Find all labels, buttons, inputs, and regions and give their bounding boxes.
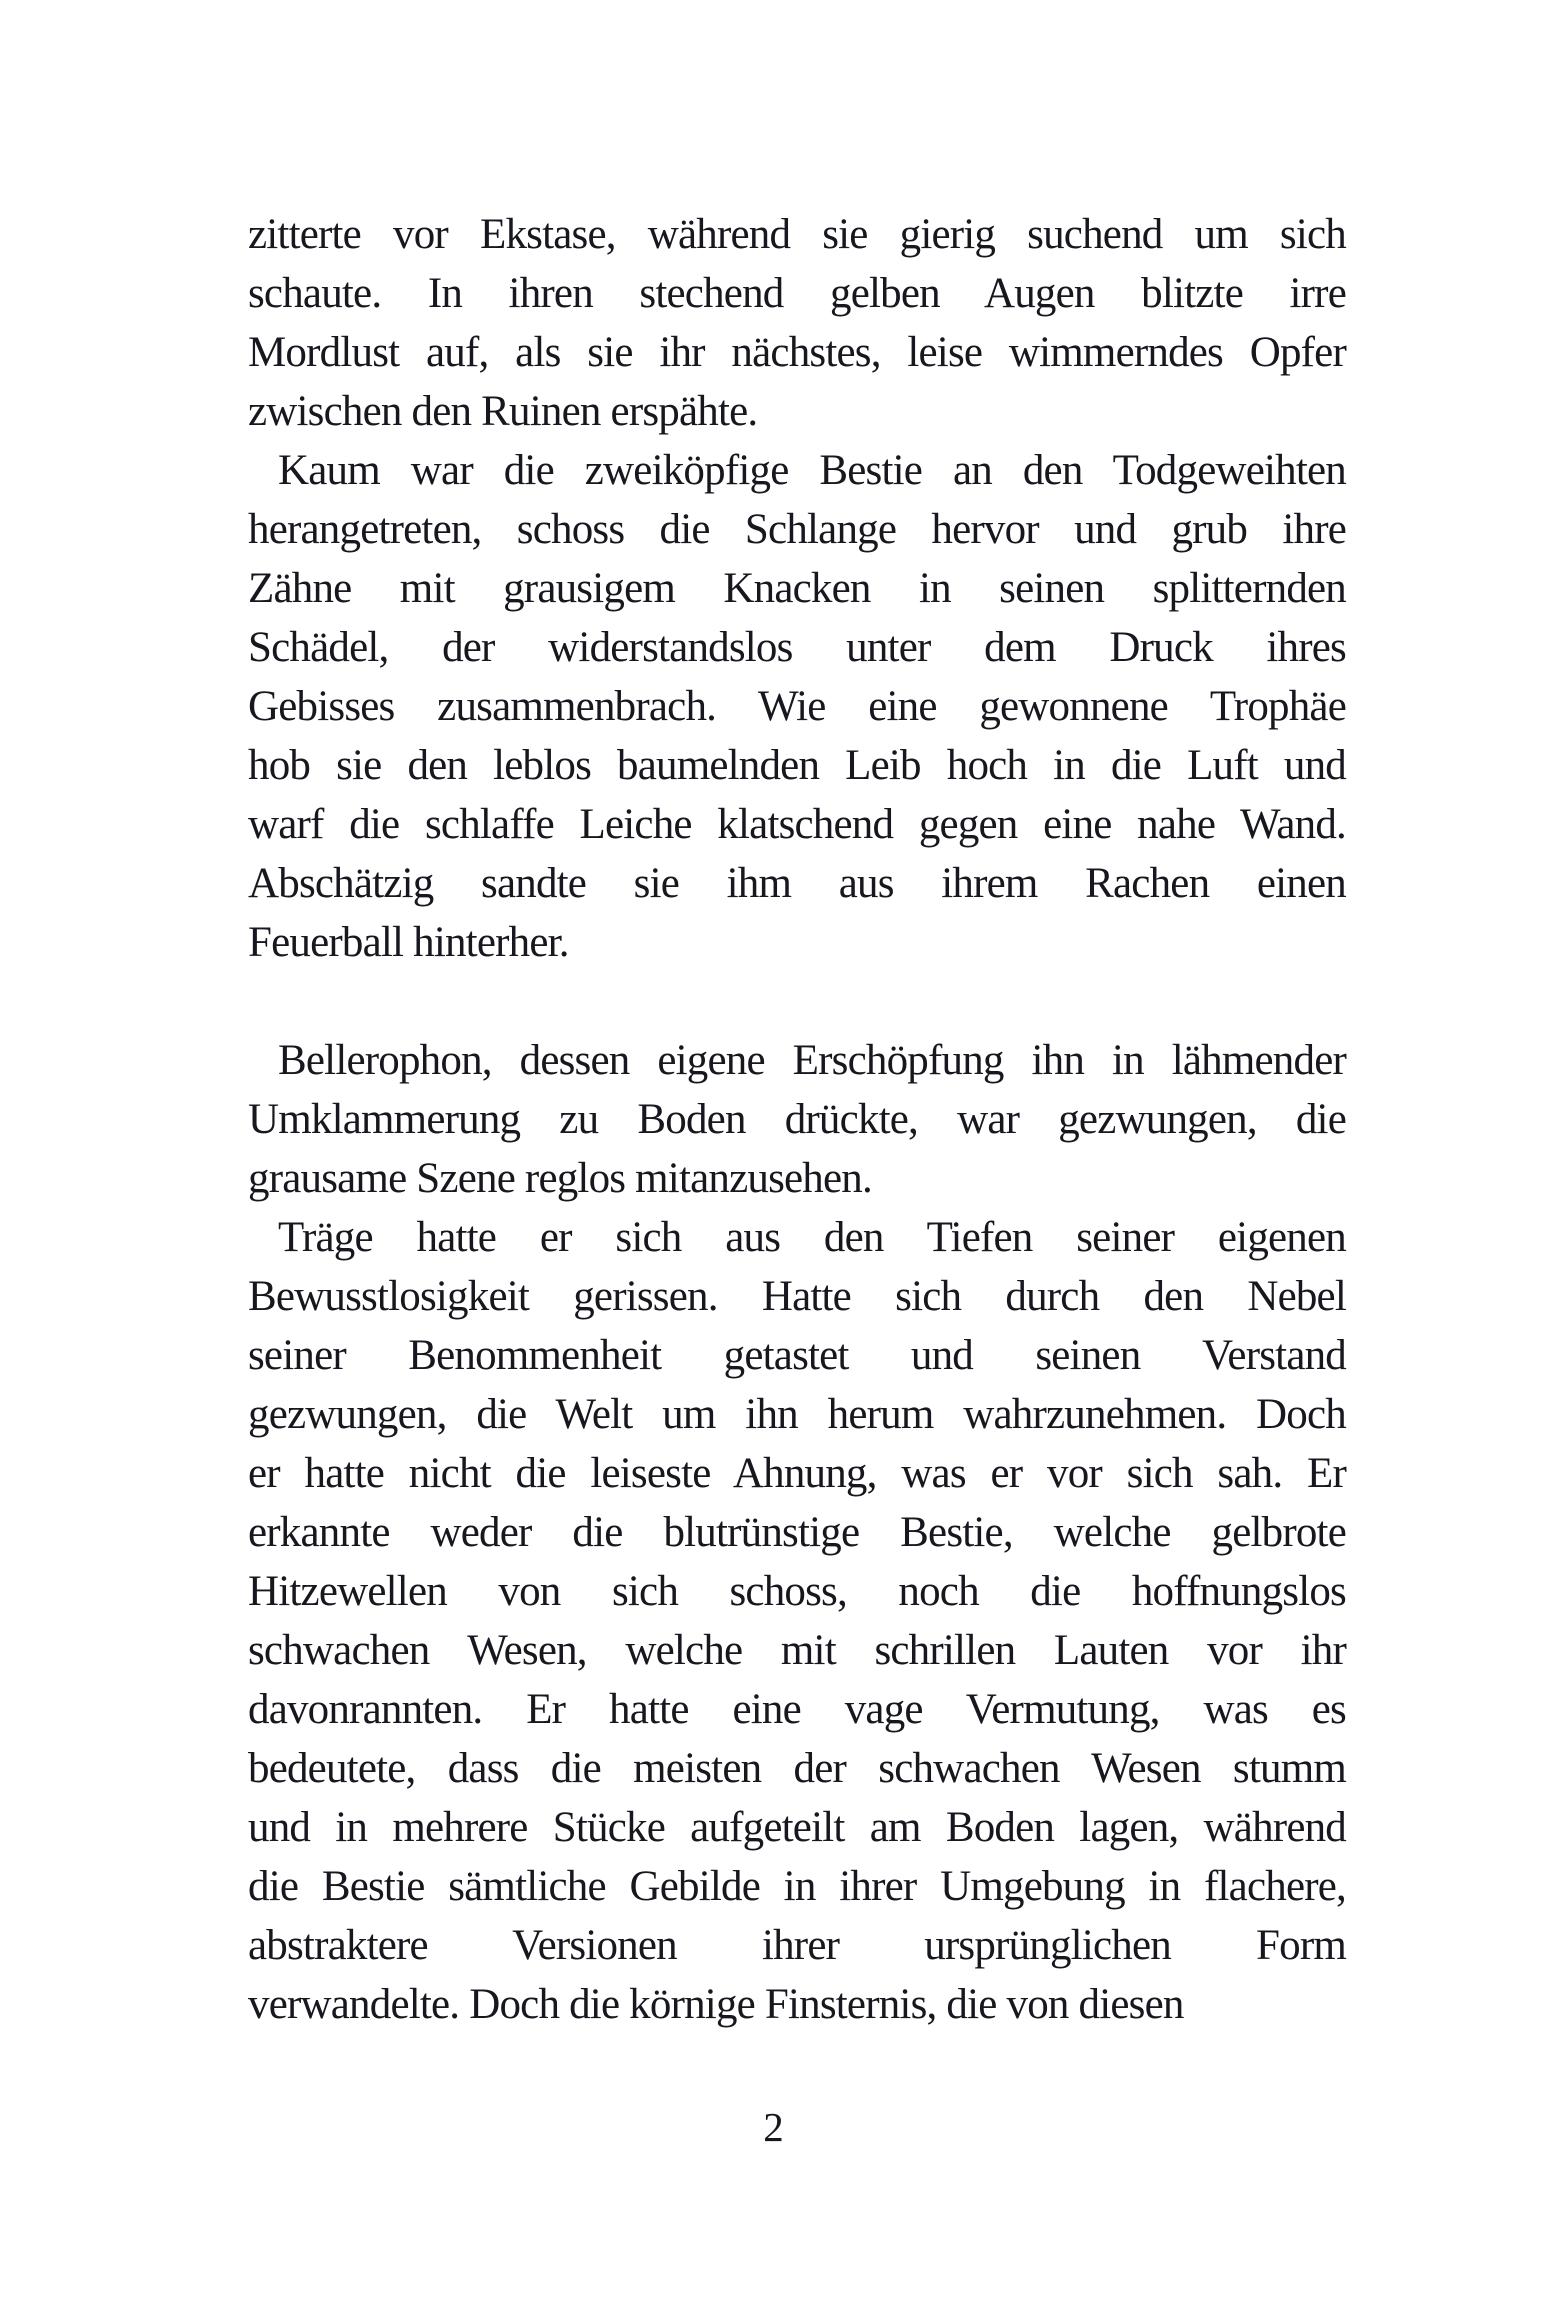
text-line: Mordlust auf, als sie ihr nächstes, leise wimmerndes Opfer [248,329,1346,376]
body-text [248,205,1346,2034]
text-line: erkannte weder die blutrünstige Bestie, welche gelbrote [248,1509,1346,1556]
text-line: Bewusstlosigkeit gerissen. Hatte sich durch den Nebel [248,1273,1346,1320]
text-line: Abschätzig sandte sie ihm aus ihrem Rachen einen [248,860,1346,907]
text-line: die Bestie sämtliche Gebilde in ihrer Umgebung in flachere, [248,1863,1346,1910]
paragraph [248,441,1346,972]
text-line: verwandelte. Doch die körnige Finsternis, die von diesen [248,1981,1184,2028]
text-line: und in mehrere Stücke aufgeteilt am Boden lagen, während [248,1804,1346,1851]
text-line: Umklammerung zu Boden drückte, war gezwungen, die [248,1096,1346,1143]
text-line: zwischen den Ruinen erspähte. [248,388,758,435]
text-line: Kaum war die zweiköpfige Bestie an den Todgeweihten [278,447,1346,494]
text-line: hob sie den leblos baumelnden Leib hoch in die Luft und [248,742,1346,789]
text-line: Bellerophon, dessen eigene Erschöpfung ihn in lähmender [278,1037,1346,1084]
text-line: schaute. In ihren stechend gelben Augen blitzte irre [248,270,1346,317]
text-line: Hitzewellen von sich schoss, noch die hoffnungslos [248,1568,1346,1615]
text-line: er hatte nicht die leiseste Ahnung, was er vor sich sah. Er [248,1450,1346,1497]
text-line: abstraktere Versionen ihrer ursprünglichen Form [248,1922,1346,1969]
text-line: herangetreten, schoss die Schlange hervor und grub ihre [248,506,1346,553]
text-line: davonrannten. Er hatte eine vage Vermutung, was es [248,1686,1346,1733]
text-line: Träge hatte er sich aus den Tiefen seiner eigenen [278,1214,1346,1261]
text-line: seiner Benommenheit getastet und seinen Verstand [248,1332,1346,1379]
text-line: schwachen Wesen, welche mit schrillen Lauten vor ihr [248,1627,1346,1674]
text-line: zitterte vor Ekstase, während sie gierig suchend um sich [248,211,1346,258]
paragraph [248,1208,1346,2034]
text-line: warf die schlaffe Leiche klatschend gegen eine nahe Wand. [248,801,1346,848]
page-number: 2 [763,2104,784,2150]
text-line: Zähne mit grausigem Knacken in seinen splitternden [248,565,1346,612]
text-line: Schädel, der widerstandslos unter dem Druck ihres [248,624,1346,671]
text-line: Feuerball hinterher. [248,919,569,966]
text-line: grausame Szene reglos mitanzusehen. [248,1155,872,1202]
paragraph [248,1031,1346,1208]
text-line: bedeutete, dass die meisten der schwachen Wesen stumm [248,1745,1346,1792]
paragraph [248,205,1346,441]
text-line: Gebisses zusammenbrach. Wie eine gewonnene Trophäe [248,683,1346,730]
text-line: gezwungen, die Welt um ihn herum wahrzunehmen. Doch [248,1391,1346,1438]
